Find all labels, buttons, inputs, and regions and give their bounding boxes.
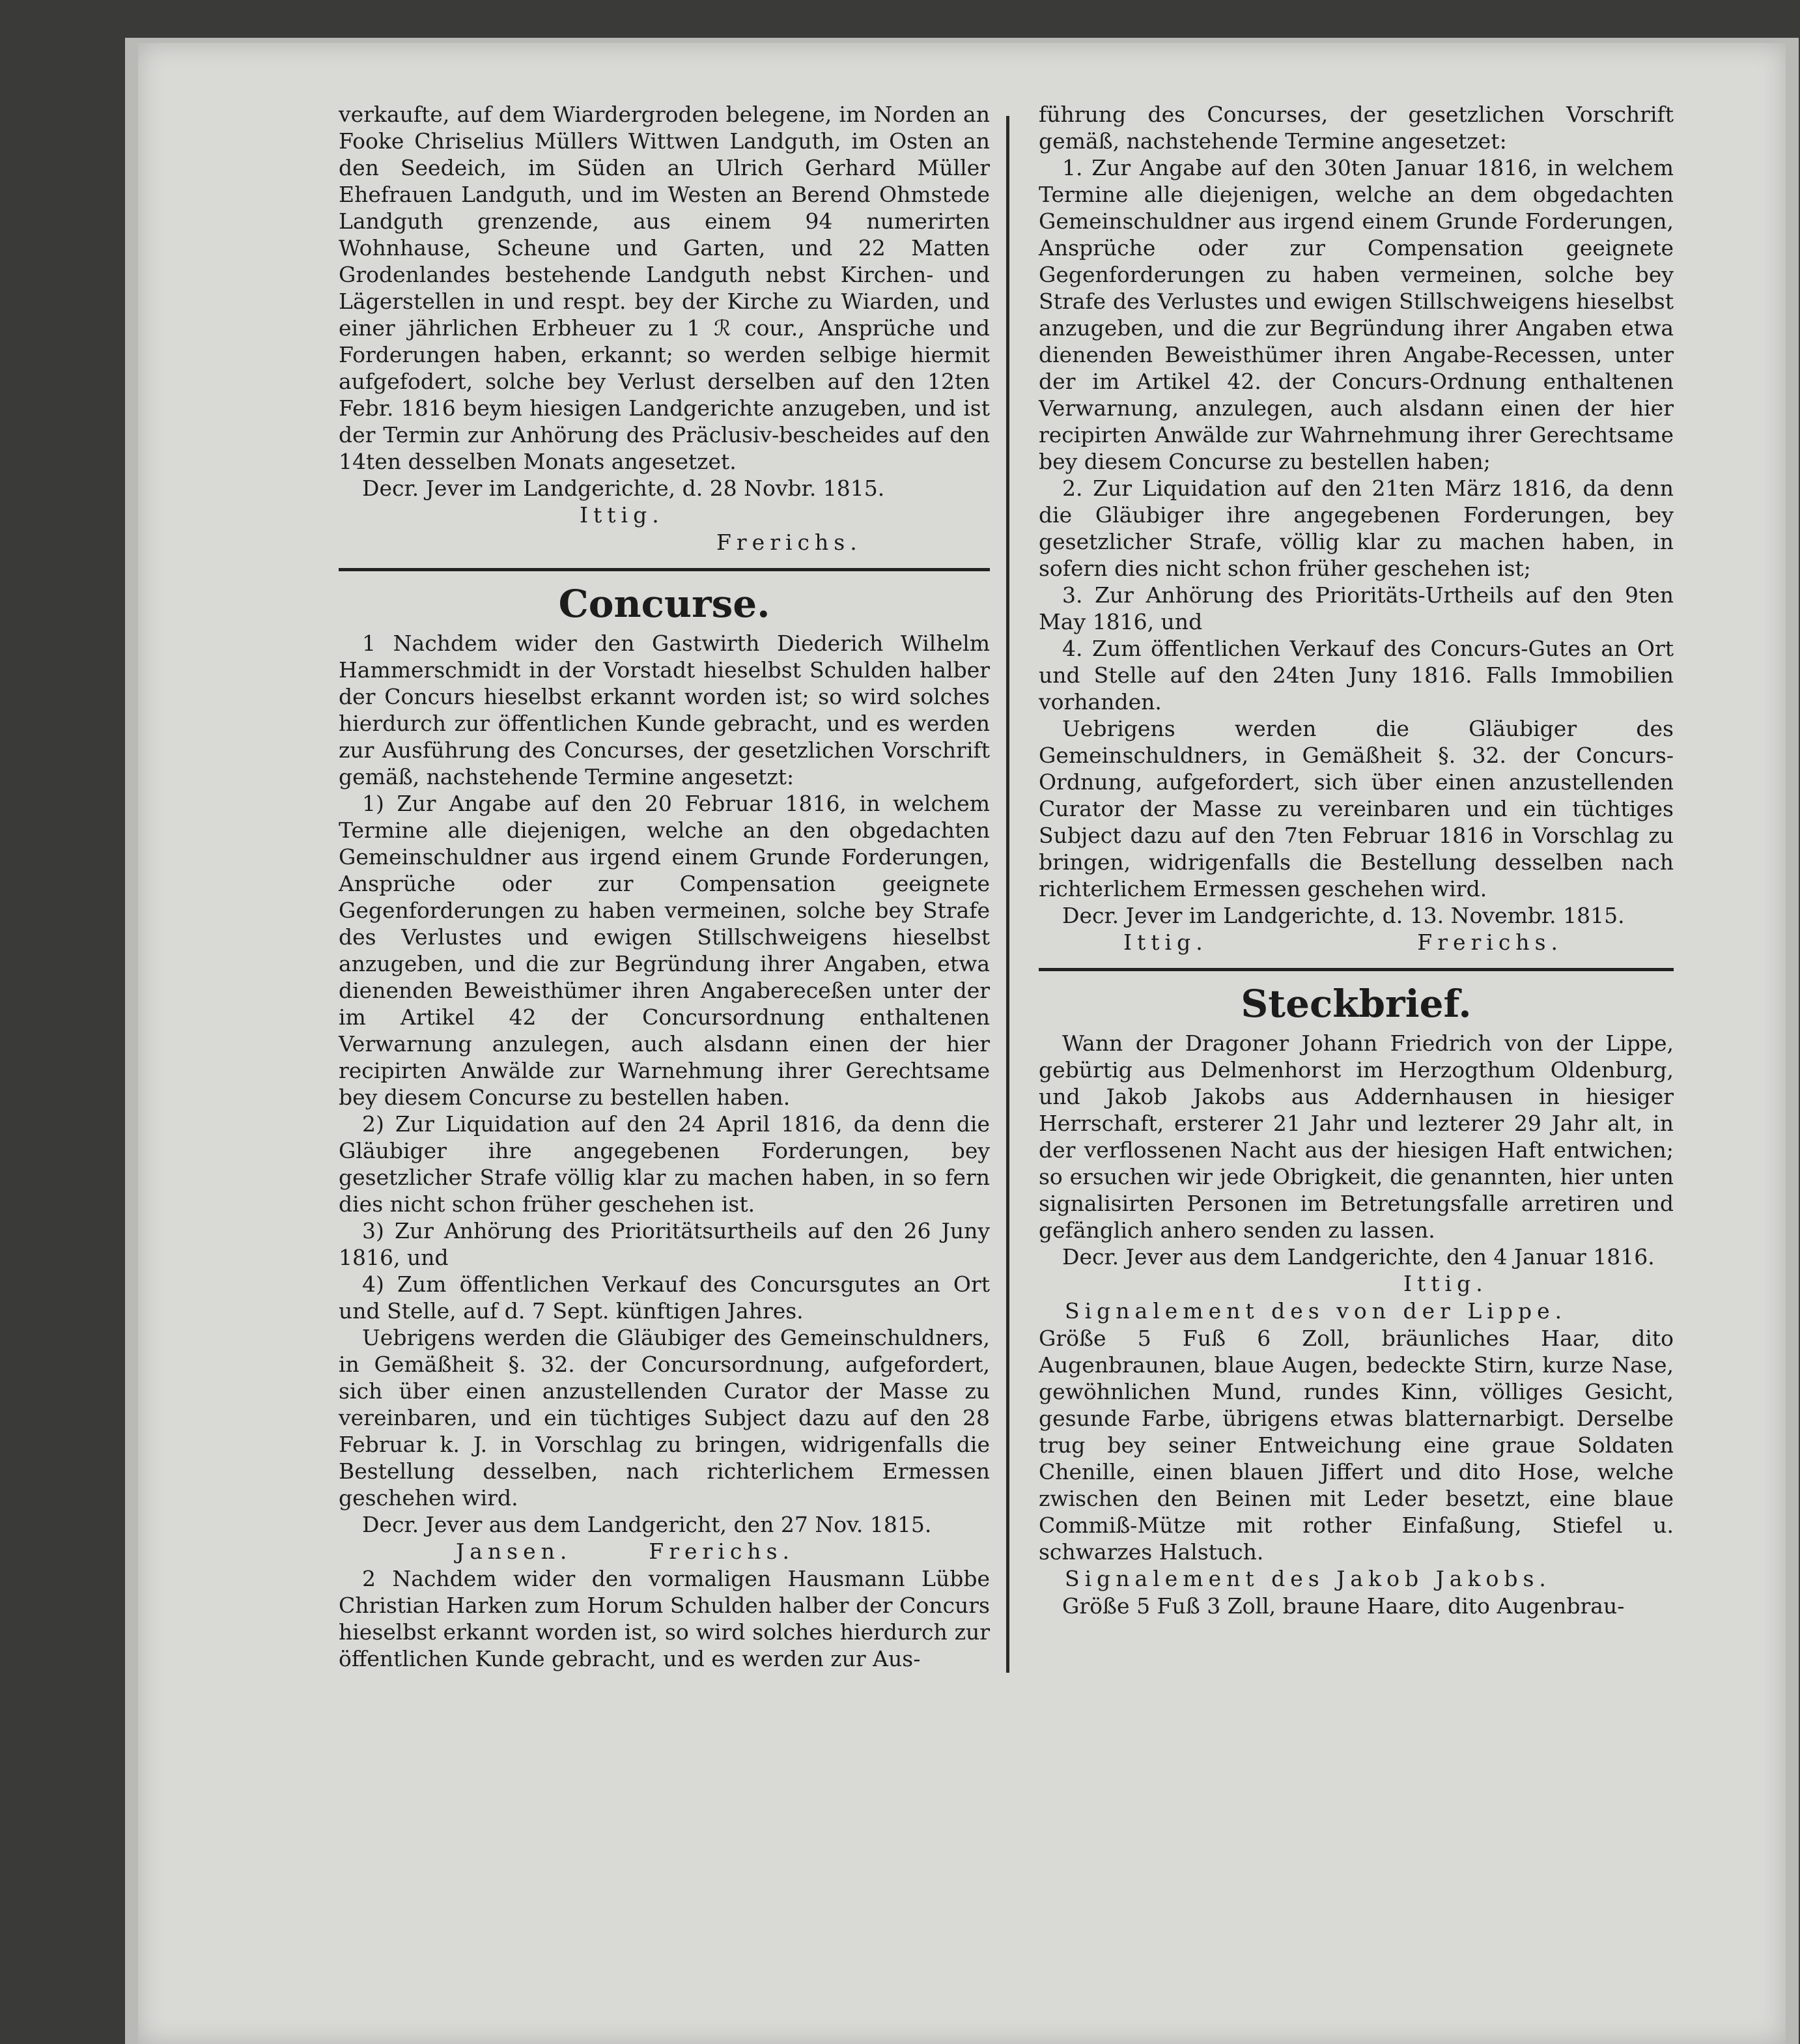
intro-notice: verkaufte, auf dem Wiardergroden belegene, im Norden an Fooke Chriselius Müllers Wittwen Landguth, im Osten an den Seedeich, im Süden an Ulrich Gerhard Müller Ehefrauen Landguth, und im Westen an Berend Ohmstede Landguth grenzende, aus einem 94 numerirten Wohnhause, Scheune und Garten, und 22 Matten Grodenlandes bestehende Landguth nebst Kirchen- und Lägerstellen in und respt. bey der Kirche zu Wiarden, und einer jährlichen Erbheuer zu 1 ℛ cour., Ansprüche und Forderungen haben, erkannt; so werden selbige hiermit aufgefodert, solche bey Verlust derselben auf den 12ten Febr. 1816 beym hiesigen Landgerichte anzugeben, und ist der Termin zur Anhörung des Präclusiv-bescheides auf den 14ten desselben Monats angesetzet. <box>339 102 990 474</box>
concurs-2-item-3: 3. Zur Anhörung des Prioritäts-Urtheils auf den 9ten May 1816, und <box>1039 582 1674 634</box>
concurs-2-signatures <box>1039 929 1674 956</box>
concurs-1-signatures <box>339 1538 990 1565</box>
section-heading-steckbrief: Steckbrief. <box>1241 982 1472 1026</box>
section-divider <box>1039 968 1674 971</box>
steckbrief-decree: Decr. Jever aus dem Landgerichte, den 4 Januar 1816. <box>1062 1244 1655 1270</box>
concurs-1-intro: 1 Nachdem wider den Gastwirth Diederich Wilhelm Hammerschmidt in der Vorstadt hieselbst Schulden halber der Concurs hieselbst erkannt worden ist; so wird solches hierdurch zur öffentlichen Kunde gebracht, und es werden zur Ausführung des Concurses, der gesetzlichen Vorschrift gemäß, nachstehende Termine angesetzt: <box>339 631 990 789</box>
intro-decree: Decr. Jever im Landgerichte, d. 28 Novbr. 1815. <box>362 476 885 501</box>
concurs-2-item-1: 1. Zur Angabe auf den 30ten Januar 1816, in welchem Termine alle diejenigen, welche an dem obgedachten Gemeinschuldner aus irgend einem Grunde Forderungen, Ansprüche oder zur Compensation geeignete Gegenforderungen zu haben vermeinen, solche bey Strafe des Verlustes und ewigen Stillschweigens hieselbst anzugeben, und die zur Begründung ihrer Angaben etwa dienenden Beweisthümer ihren Angabe-Recessen, unter der im Artikel 42. der Concurs-Ordnung enthaltenen Verwarnung, anzulegen, auch alsdann einen der hier recipirten Anwälde zur Wahrnehmung ihrer Gerechtsame bey diesem Concurse zu bestellen haben; <box>1039 155 1674 474</box>
right-column <box>1039 101 1674 1619</box>
steckbrief-signature: Ittig. <box>1403 1271 1488 1296</box>
intro-signature-1: Ittig. <box>580 502 664 528</box>
concurs-2-closing: Uebrigens werden die Gläubiger des Gemeinschuldners, in Gemäßheit §. 32. der Concurs-Ordnung, aufgefordert, sich über einen anzustellenden Curator der Masse zu vereinbaren und ein tüchtiges Subject dazu auf den 7ten Februar 1816 in Vorschlag zu bringen, widrigenfalls die Bestellung desselben nach richterlichem Ermessen geschehen wird. <box>1039 716 1674 901</box>
concurs-2-item-2: 2. Zur Liquidation auf den 21ten März 1816, da denn die Gläubiger ihre angegebenen Forderungen, bey gesetzlicher Strafe, völlig klar zu machen haben, in sofern dies nicht schon früher geschehen ist; <box>1039 476 1674 581</box>
concurs-2-item-4: 4. Zum öffentlichen Verkauf des Concurs-Gutes an Ort und Stelle auf den 24ten Juny 1816. Falls Immobilien vorhanden. <box>1039 636 1674 715</box>
left-column <box>339 101 990 1672</box>
concurs-2-signature-1: Ittig. <box>1123 930 1208 955</box>
concurs-1-item-1: 1) Zur Angabe auf den 20 Februar 1816, in welchem Termine alle diejenigen, welche an den obgedachten Gemeinschuldner aus irgend einem Grunde Forderungen, Ansprüche oder zur Compensation geeignete Gegenforderungen zu haben vermeinen, solche bey Strafe des Verlustes und ewigen Stillschweigens hieselbst anzugeben, und die zur Begründung ihrer Angaben, etwa dienenden Beweisthümer ihren Angabereceßen unter der im Artikel 42 der Concursordnung enthaltenen Verwarnung anzulegen, auch alsdann einen der hier recipirten Anwälde zur Warnehmung ihrer Gerechtsame bey diesem Concurse zu bestellen haben. <box>339 791 990 1110</box>
concurs-1-closing: Uebrigens werden die Gläubiger des Gemeinschuldners, in Gemäßheit §. 32. der Concursordnung, aufgefordert, sich über einen anzustellenden Curator der Masse zu vereinbaren, und ein tüchtiges Subject dazu auf den 28 Februar k. J. in Vorschlag zu bringen, widrigenfalls die Bestellung desselben, nach richterlichem Ermessen geschehen wird. <box>339 1325 990 1511</box>
concurs-2-continuation: führung des Concurses, der gesetzlichen Vorschrift gemäß, nachstehende Termine angesetzet: <box>1039 102 1674 154</box>
concurs-1-item-4: 4) Zum öffentlichen Verkauf des Concursgutes an Ort und Stelle, auf d. 7 Sept. künftigen Jahres. <box>339 1271 990 1324</box>
concurs-2-intro: 2 Nachdem wider den vormaligen Hausmann Lübbe Christian Harken zum Horum Schulden halber der Concurs hieselbst erkannt worden ist, so wird solches hierdurch zur öffentlichen Kunde gebracht, und es werden zur Aus- <box>339 1566 990 1671</box>
column-rule <box>1006 116 1009 1673</box>
signalement-2-text: Größe 5 Fuß 3 Zoll, braune Haare, dito Augenbrau- <box>1062 1593 1625 1619</box>
steckbrief-text: Wann der Dragoner Johann Friedrich von der Lippe, gebürtig aus Delmenhorst im Herzogthum Oldenburg, und Jakob Jakobs aus Addernhausen in hiesiger Herrschaft, ersterer 21 Jahr und lezterer 29 Jahr alt, in der verflossenen Nacht aus der hiesigen Haft entwichen; so ersuchen wir jede Obrigkeit, die genannten, hier unten signalisirten Personen im Betretungsfalle arretiren und gefänglich anhero senden zu lassen. <box>1039 1030 1674 1243</box>
concurs-1-item-2: 2) Zur Liquidation auf den 24 April 1816, da denn die Gläubiger ihre angegebenen Forderungen, bey gesetzlicher Strafe völlig klar zu machen haben, in so fern dies nicht schon früher geschehen ist. <box>339 1111 990 1217</box>
signalement-1-text: Größe 5 Fuß 6 Zoll, bräunliches Haar, dito Augenbraunen, blaue Augen, bedeckte Stirn, kurze Nase, gewöhnlichen Mund, rundes Kinn, völliges Gesicht, gesunde Farbe, übrigens etwas blatternarbigt. Derselbe trug bey seiner Entweichung eine graue Soldaten Chenille, einen blauen Jiffert und dito Hose, welche zwischen den Beinen mit Leder besetzt, eine blaue Commiß-Mütze mit rother Einfaßung, Stiefel u. schwarzes Halstuch. <box>1039 1326 1674 1565</box>
concurs-1-item-3: 3) Zur Anhörung des Prioritätsurtheils auf den 26 Juny 1816, und <box>339 1218 990 1270</box>
concurs-1-decree: Decr. Jever aus dem Landgericht, den 27 Nov. 1815. <box>362 1512 932 1537</box>
intro-signature-2: Frerichs. <box>716 530 862 555</box>
section-heading-concurse: Concurse. <box>558 582 770 626</box>
concurs-2-signature-2: Frerichs. <box>1417 930 1563 955</box>
section-divider <box>339 568 990 571</box>
concurs-1-signature-1: Jansen. <box>456 1539 572 1564</box>
signalement-1-title: Signalement des von der Lippe. <box>1065 1298 1568 1324</box>
concurs-2-decree: Decr. Jever im Landgerichte, d. 13. Novembr. 1815. <box>1062 903 1625 928</box>
concurs-1-signature-2: Frerichs. <box>649 1539 795 1564</box>
signalement-2-title: Signalement des Jakob Jakobs. <box>1065 1566 1551 1591</box>
